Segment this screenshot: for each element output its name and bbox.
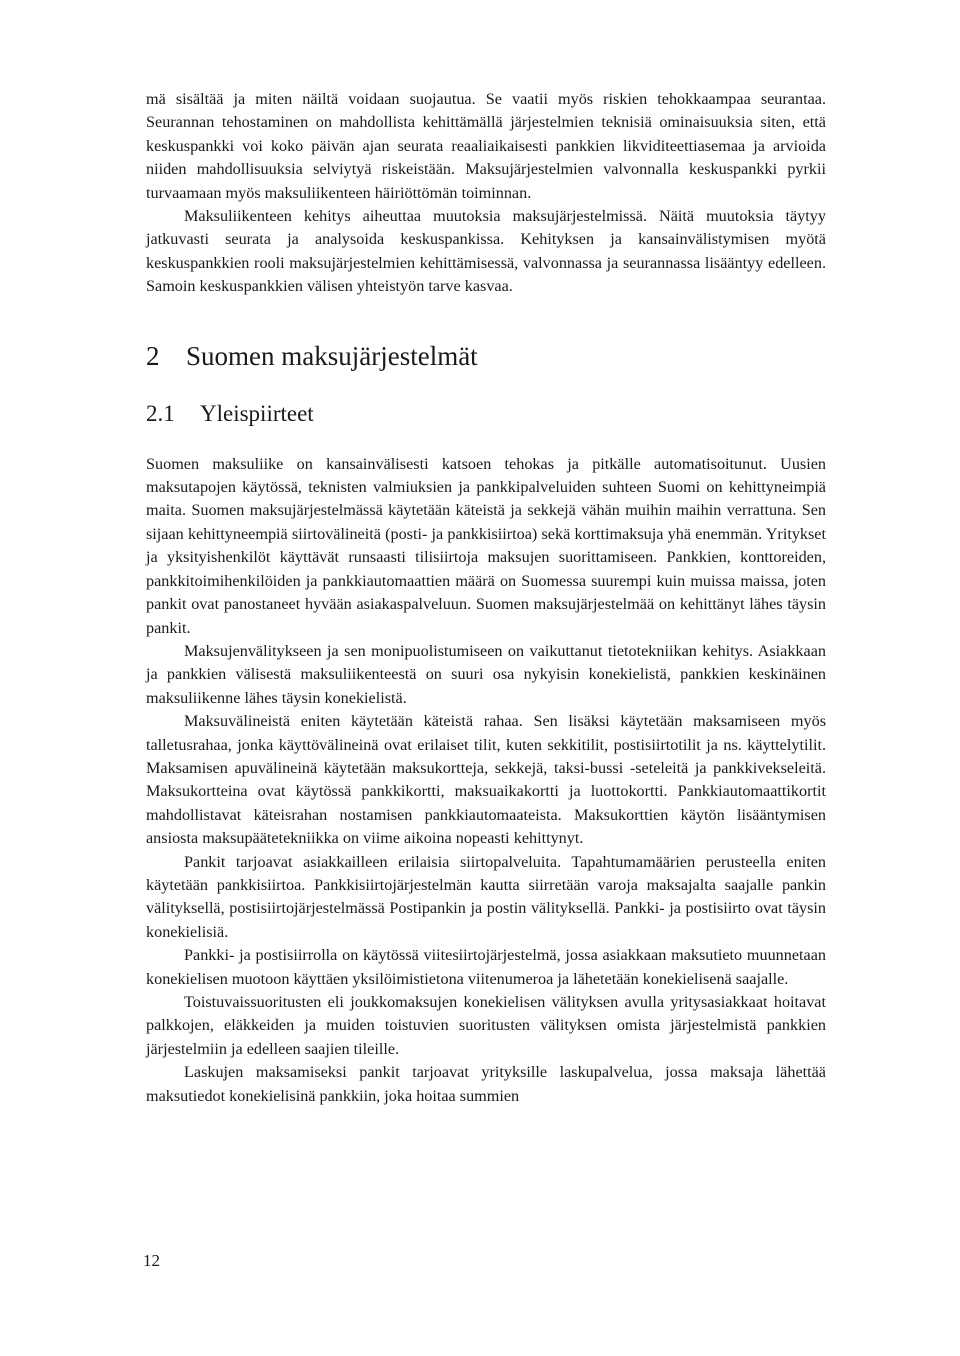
body-paragraph-4: Pankit tarjoavat asiakkailleen erilaisia siirtopalveluita. Tapahtumamäärien perusteella eniten käytetään pankkisiirtoa. Pankkisiirtojärjestelmän kautta siirretään varoja maksajalta saajalle pankin välityksellä, postisiirtojärjestelmässä Postipankin ja postin välityksellä. Pankki- ja postisiirto ovat täysin konekielisiä.	[146, 852, 826, 941]
intro-paragraph-1: mä sisältää ja miten näiltä voidaan suojautua. Se vaatii myös riskien tehokkaampaa seurantaa. Seurannan tehostaminen on mahdollista kehittämällä järjestelmien teknisiä ominaisuuksia siten, että keskuspankki voi koko päivän ajan seurata reaaliaikaisesti pankkien likviditeettiasemaa ja arvioida niiden mahdollisuuksia selviytyä riskeistään. Maksujärjestelmien valvonnalla keskuspankki pyrkii turvaamaan myös maksuliikenteen häiriöttömän toiminnan.	[146, 90, 826, 202]
page-content	[146, 88, 826, 1108]
body-paragraph-3: Maksuvälineistä eniten käytetään käteistä rahaa. Sen lisäksi käytetään maksamiseen myös talletusrahaa, jonka käyttövälineinä ovat erilaiset tilit, kuten sekkitilit, postisiirtotilit ja ns. käyttelytilit. Maksamisen apuvälineinä käytetään maksukortteja, sekkejä, taksi-bussi -seteleitä ja pankkivekseleitä. Maksukortteina ovat käytössä pankkikortti, maksuaikakortti ja luottokortti. Pankkiautomaattikortit mahdollistavat käteisrahan nostamisen pankkiautomaateista. Maksukorttien käytön lisääntymisen ansiosta maksupäätetekniikka on viime aikoina nopeasti kehittynyt.	[146, 712, 826, 848]
body-paragraph-5: Pankki- ja postisiirrolla on käytössä viitesiirtojärjestelmä, jossa asiakkaan maksutieto muunnetaan konekielisen muotoon käyttäen yksilöimistietona viitenumeroa ja lähetetään konekielisenä saajalle.	[146, 946, 826, 988]
body-paragraph-2: Maksujenvälitykseen ja sen monipuolistumiseen on vaikuttanut tietotekniikan kehitys. Asiakkaan ja pankkien välisestä maksuliikenteestä on suuri osa nykyisin konekielistä, pankkien keskinäinen maksuliikenne lähes täysin konekielistä.	[146, 641, 826, 707]
intro-paragraph-2: Maksuliikenteen kehitys aiheuttaa muutoksia maksujärjestelmissä. Näitä muutoksia täytyy jatkuvasti seurata ja analysoida keskuspankissa. Kehityksen ja kansainvälistymisen myötä keskuspankkien rooli maksujärjestelmien kehittämisessä, valvonnassa ja seurannassa lisääntyy edelleen. Samoin keskuspankkien välisen yhteistyön tarve kasvaa.	[146, 207, 826, 296]
body-paragraph-6: Toistuvaissuoritusten eli joukkomaksujen konekielisen välityksen avulla yritysasiakkaat hoitavat palkkojen, eläkkeiden ja muiden toistuvien suoritusten välityksen omista järjestelmistä pankkien järjestelmiin ja edelleen saajien tileille.	[146, 993, 826, 1058]
page-number: 12	[143, 1251, 160, 1270]
section-number: 2	[146, 340, 160, 371]
subsection-number: 2.1	[146, 400, 175, 426]
section-title: Suomen maksujärjestelmät	[186, 340, 478, 371]
subsection-heading	[146, 399, 826, 429]
body-paragraph-1: Suomen maksuliike on kansainvälisesti katsoen tehokas ja pitkälle automatisoitunut. Uusien maksutapojen käytössä, teknisten valmiuksien ja pankkipalveluiden suhteen Suomi on kehittyneimpiä maita. Suomen maksujärjestelmässä käytetään käteistä ja sekkejä vähän muihin maihin verrattuna. Sen sijaan kehittyneempiä siirtovälineitä (posti- ja pankkisiirtoa) sekä korttimaksuja yhä enemmän. Yritykset ja yksityishenkilöt käyttävät runsaasti tilisiirtoja maksujen suorittamiseen. Pankkien, konttoreiden, pankkitoimihenkilöiden ja pankkiautomaattien määrä on Suomessa suurempi kuin muissa maissa, joten pankit ovat panostaneet hyvään asiakaspalveluun. Suomen maksujärjestelmää on kehittänyt lähes täysin pankit.	[146, 454, 826, 637]
body-paragraph-7: Laskujen maksamiseksi pankit tarjoavat yrityksille laskupalvelua, jossa maksaja lähettää maksutiedot konekielisinä pankkiin, joka hoitaa summien	[146, 1063, 826, 1105]
section-heading	[146, 339, 826, 373]
subsection-title: Yleispiirteet	[200, 400, 314, 426]
